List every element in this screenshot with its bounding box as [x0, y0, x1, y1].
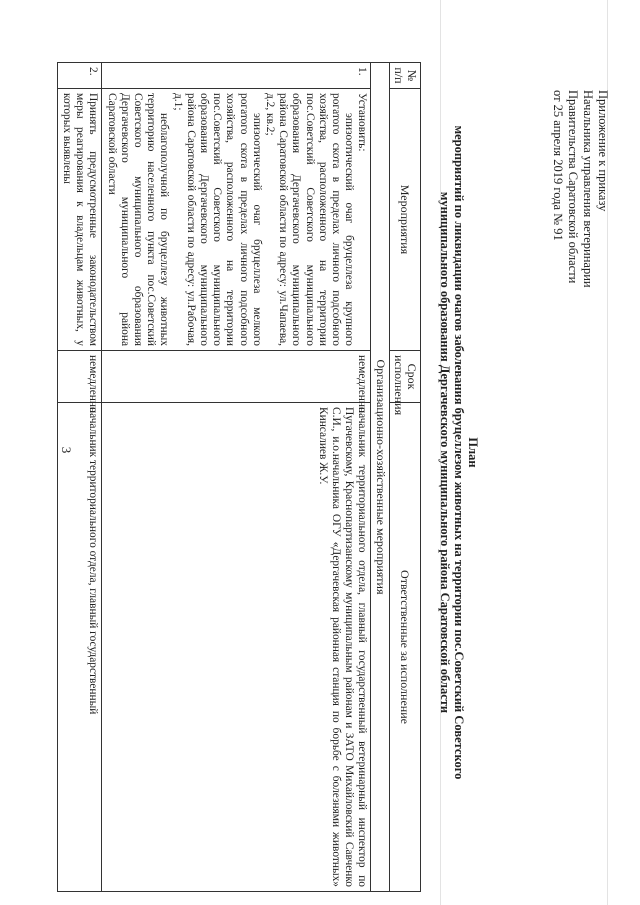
activity-paragraph: эпизоотический очаг бруцеллеза мелкого рогатого скота в пределах личного подсобного хозяйства, расположенного на территории пос.Советский Советского муниципального образования Дергачевского муниципального района Саратовской области по адресу: ул.Рабочая, д.1; — [171, 93, 263, 346]
title-heading: План — [466, 437, 480, 468]
appendix-block — [550, 90, 610, 288]
row-activity: Принять предусмотренные законодательством меры реагирования к владельцам животных, у которых выявлены — [57, 89, 102, 351]
header-responsible: Ответственные за исполнение — [389, 403, 420, 892]
title-line: муниципального образования Дергачевского муниципального района Саратовской области — [438, 191, 452, 714]
header-activity: Мероприятия — [389, 89, 420, 351]
row-term: немедленно — [57, 351, 102, 403]
table-header-row — [389, 63, 420, 892]
appendix-line: Правительства Саратовской области — [566, 90, 580, 284]
appendix-line: Приложение к приказу — [596, 90, 610, 212]
row-responsible: начальник территориального отдела, главный государственный ветеринарный инспектор по Пугачевскому, Краснопартизанскому муниципальным районам и ЗАТО Михайловский Савченко С.И., и.о.начальника ОГУ «Дергачевская районная станция по борьбе с болезнями животных» Кинсалиев Ж.У. — [102, 403, 371, 892]
row-number: 1. — [102, 63, 371, 89]
rotated-page-content — [52, 10, 622, 895]
document-title — [438, 10, 480, 895]
section-title: Организационно-хозяйственные мероприятия — [371, 63, 389, 892]
appendix-line: Начальника управления ветеринарии — [581, 90, 595, 288]
header-term: Срок исполнения — [389, 351, 420, 403]
activity-paragraph: эпизоотический очаг бруцеллеза крупного рогатого скота в пределах личного подсобного хозяйства, расположенного на территории пос.Советский Советского муниципального образования Дергачевского муниципального района Саратовской области по адресу: ул.Чапаева, д.2, кв.2; — [263, 93, 356, 346]
page-number: 3 — [59, 446, 74, 454]
row-number: 2. — [57, 63, 102, 89]
title-line: мероприятий по ликвидации очагов заболевания бруцеллезом животных на территории пос.Советский Советского — [452, 125, 466, 780]
activity-intro: Установить: — [356, 93, 369, 152]
activity-paragraph: неблагополучной по бруцеллезу животных территорию населенного пункта пос.Советский Советского муниципального образования Дергачевского муниципального района Саратовской области — [105, 93, 171, 346]
table-row — [57, 63, 102, 892]
appendix-line: от 25 апреля 2019 года № 91 — [551, 90, 565, 241]
row-activity — [102, 89, 371, 351]
table-row — [102, 63, 371, 892]
header-num: № п/п — [389, 63, 420, 89]
row-responsible: начальник территориального отдела, главный государственный — [57, 403, 102, 892]
row-term: немедленно — [102, 351, 371, 403]
section-row — [371, 63, 389, 892]
plan-table — [57, 62, 421, 892]
